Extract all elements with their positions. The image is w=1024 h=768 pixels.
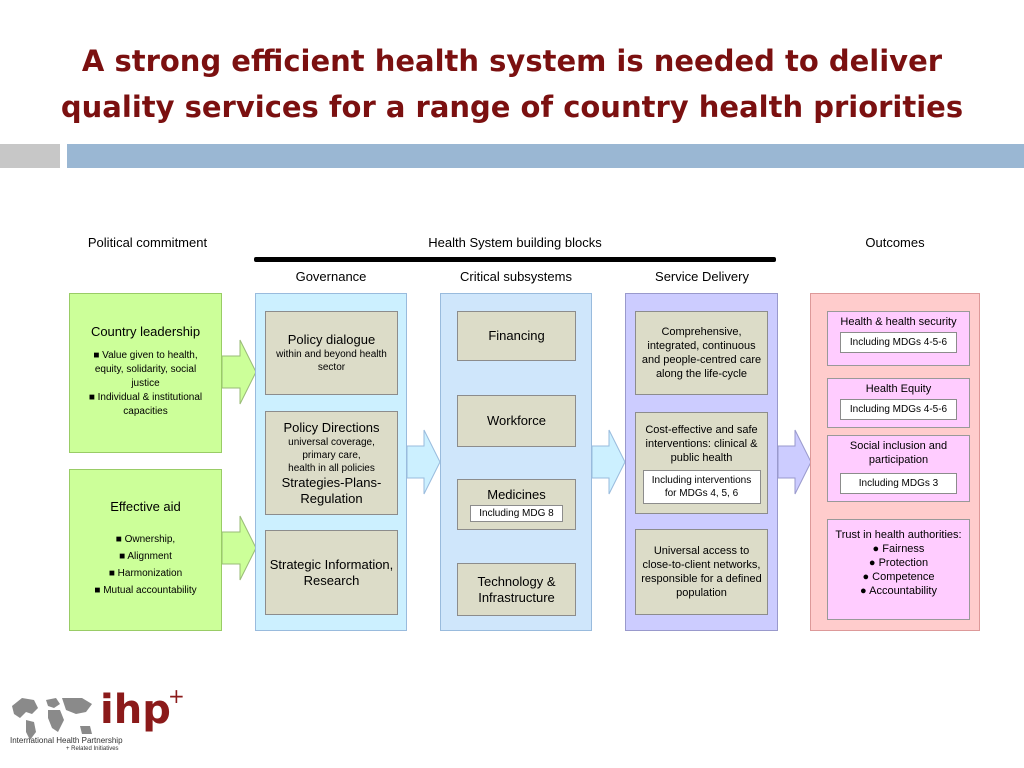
- box-trust-in-authorities: [827, 519, 970, 620]
- box-health-equity: [827, 378, 970, 428]
- header-building-blocks: Health System building blocks: [428, 235, 602, 250]
- leadership-bullet-values: ■ Value given to health, equity, solidarity, social justice: [93, 350, 198, 389]
- policy-directions-sub1: universal coverage,: [288, 436, 375, 448]
- trust-item: ● Fairness: [872, 543, 925, 555]
- box-workforce: Workforce: [457, 395, 576, 447]
- arrow-governance-to-critical: [407, 430, 440, 494]
- box-cost-effective-interventions: [635, 412, 768, 514]
- trust-item: ● Competence: [862, 571, 935, 583]
- box-social-inclusion: [827, 435, 970, 502]
- policy-directions-sub4: Strategies-Plans-Regulation: [281, 474, 382, 506]
- header-governance: Governance: [295, 269, 367, 284]
- arrow-leadership-to-governance: [222, 340, 256, 404]
- logo-plus: +: [168, 684, 185, 708]
- arrow-critical-to-service: [592, 430, 625, 494]
- box-medicines: [457, 479, 576, 530]
- logo-brand: ihp: [100, 687, 171, 733]
- social-inclusion-mdg-tag: Including MDGs 3: [840, 473, 957, 494]
- header-outcomes: Outcomes: [865, 235, 925, 250]
- ihp-logo: [8, 684, 188, 760]
- box-strategic-information: Strategic Information, Research: [265, 530, 398, 615]
- social-inclusion-title: Social inclusion and participation: [849, 440, 948, 466]
- health-security-mdg-tag: Including MDGs 4-5-6: [840, 332, 957, 353]
- box-universal-access: Universal access to close-to-client networks, responsible for a defined population: [635, 529, 768, 615]
- box-technology-infrastructure: Technology & Infrastructure: [457, 563, 576, 616]
- box-financing: Financing: [457, 311, 576, 361]
- box-health-security: [827, 311, 970, 366]
- world-map-icon: [8, 692, 98, 742]
- box-comprehensive-care: Comprehensive, integrated, continuous and people-centred care along the life-cycle: [635, 311, 768, 395]
- box-policy-directions: [265, 411, 398, 515]
- box-policy-dialogue: [265, 311, 398, 395]
- medicines-mdg-tag: Including MDG 8: [470, 505, 562, 522]
- health-equity-mdg-tag: Including MDGs 4-5-6: [840, 399, 957, 420]
- title-line-2: quality services for a range of country health priorities: [60, 90, 964, 124]
- panel-country-leadership: [69, 293, 222, 453]
- aid-item: ■ Harmonization: [108, 568, 183, 579]
- aid-item: ■ Alignment: [119, 551, 172, 562]
- medicines-title: Medicines: [487, 487, 546, 502]
- policy-directions-sub3: health in all policies: [288, 462, 375, 474]
- policy-directions-sub2: primary care,: [302, 449, 361, 461]
- header-critical-subsystems: Critical subsystems: [460, 269, 572, 284]
- logo-caption-2: + Related Initiatives: [66, 746, 119, 752]
- panel-effective-aid: [69, 469, 222, 631]
- policy-dialogue-title: Policy dialogue: [287, 332, 376, 347]
- health-security-title: Health & health security: [840, 316, 957, 328]
- title-line-1: A strong efficient health system is needed to deliver: [81, 44, 943, 78]
- aid-item: ■ Ownership,: [115, 534, 176, 545]
- arrow-service-to-outcomes: [778, 430, 811, 494]
- header-political: Political commitment: [87, 235, 208, 250]
- cost-effective-mdg-tag: Including interventions for MDGs 4, 5, 6: [643, 470, 761, 504]
- leadership-bullet-capacities: ■ Individual & institutional capacities: [88, 392, 203, 417]
- aid-item: ■ Mutual accountability: [94, 585, 197, 596]
- trust-item: ● Protection: [868, 557, 929, 569]
- cost-effective-title: Cost-effective and safe interventions: clinical & public health: [645, 423, 758, 464]
- header-service-delivery: Service Delivery: [655, 269, 749, 284]
- policy-directions-title: Policy Directions: [283, 419, 380, 435]
- effective-aid-title: Effective aid: [110, 499, 181, 514]
- health-equity-title: Health Equity: [865, 383, 932, 395]
- country-leadership-title: Country leadership: [90, 324, 201, 339]
- policy-dialogue-sub: within and beyond health sector: [276, 349, 387, 373]
- trust-item: ● Accountability: [860, 585, 937, 597]
- trust-title: Trust in health authorities:: [835, 529, 962, 541]
- logo-caption-1: International Health Partnership: [10, 736, 123, 745]
- arrow-aid-to-governance: [222, 516, 256, 580]
